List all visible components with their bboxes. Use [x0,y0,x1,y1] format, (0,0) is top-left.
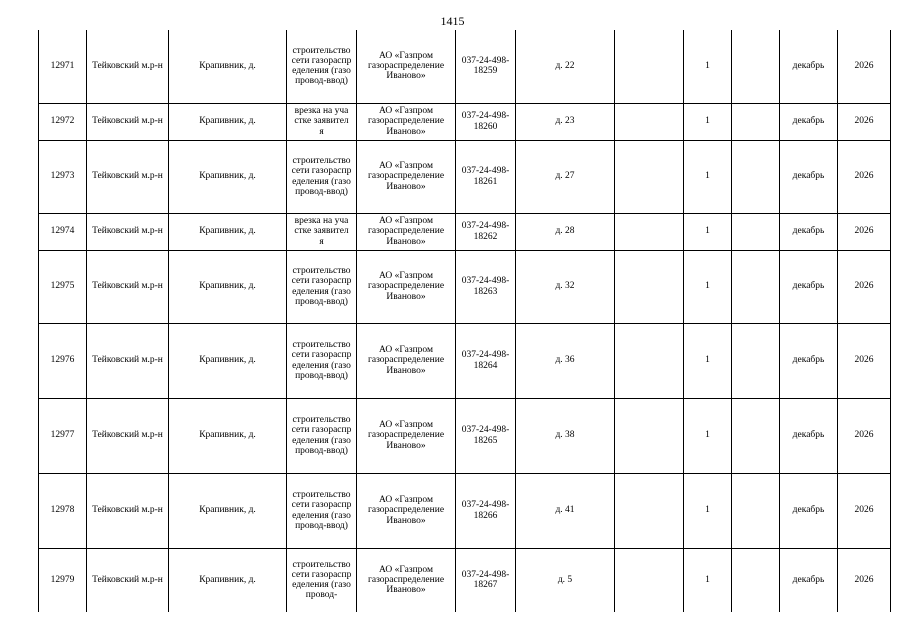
empty-cell [732,548,780,612]
quantity-cell: 1 [684,140,732,213]
district-cell: Тейковский м.р-н [87,398,169,473]
application-code-cell: 037-24-498-18263 [456,250,516,323]
row-number: 12973 [39,140,87,213]
work-type-text: строительство сети газораспределения (газопровод-ввод) [291,45,352,87]
quantity-cell: 1 [684,548,732,612]
month-cell: декабрь [780,213,838,250]
year-cell: 2026 [838,103,891,140]
application-code-cell: 037-24-498-18266 [456,473,516,548]
locality-cell: Крапивник, д. [169,548,287,612]
year-cell: 2026 [838,548,891,612]
district-cell: Тейковский м.р-н [87,140,169,213]
gasification-schedule-table [38,30,891,612]
house-number-cell: д. 5 [516,548,615,612]
table-row [39,140,891,213]
application-code-cell: 037-24-498-18264 [456,323,516,398]
empty-cell [732,30,780,103]
work-type-cell [287,398,357,473]
locality-cell: Крапивник, д. [169,30,287,103]
row-number: 12979 [39,548,87,612]
locality-cell: Крапивник, д. [169,103,287,140]
district-cell: Тейковский м.р-н [87,250,169,323]
month-cell: декабрь [780,473,838,548]
application-code-cell: 037-24-498-18261 [456,140,516,213]
house-number-cell: д. 27 [516,140,615,213]
house-number-cell: д. 38 [516,398,615,473]
row-number: 12975 [39,250,87,323]
application-code-cell: 037-24-498-18267 [456,548,516,612]
organization-cell: АО «Газпром газораспределение Иваново» [357,213,456,250]
organization-cell: АО «Газпром газораспределение Иваново» [357,323,456,398]
application-code-cell: 037-24-498-18259 [456,30,516,103]
house-number-cell: д. 23 [516,103,615,140]
year-cell: 2026 [838,398,891,473]
table-row [39,323,891,398]
house-number-cell: д. 41 [516,473,615,548]
empty-cell [732,398,780,473]
month-cell: декабрь [780,548,838,612]
table-row [39,398,891,473]
empty-cell [615,398,684,473]
month-cell: декабрь [780,103,838,140]
year-cell: 2026 [838,30,891,103]
empty-cell [615,250,684,323]
work-type-text: строительство сети газораспределения (газопровод-ввод) [291,266,352,307]
row-number: 12976 [39,323,87,398]
application-code-cell: 037-24-498-18262 [456,213,516,250]
work-type-cell [287,140,357,213]
quantity-cell: 1 [684,323,732,398]
work-type-cell [287,250,357,323]
district-cell: Тейковский м.р-н [87,213,169,250]
empty-cell [615,473,684,548]
work-type-cell [287,323,357,398]
empty-cell [615,213,684,250]
table-row [39,213,891,250]
work-type-text: строительство сети газораспределения (газопровод-ввод) [291,156,352,197]
empty-cell [615,140,684,213]
organization-cell: АО «Газпром газораспределение Иваново» [357,250,456,323]
year-cell: 2026 [838,473,891,548]
empty-cell [615,548,684,612]
empty-cell [615,30,684,103]
quantity-cell: 1 [684,398,732,473]
empty-cell [732,213,780,250]
work-type-text: врезка на участке заявителя [294,216,349,247]
application-code-cell: 037-24-498-18260 [456,103,516,140]
quantity-cell: 1 [684,250,732,323]
work-type-text: строительство сети газораспределения (газопровод-ввод) [291,340,352,381]
quantity-cell: 1 [684,30,732,103]
row-number: 12974 [39,213,87,250]
row-number: 12972 [39,103,87,140]
district-cell: Тейковский м.р-н [87,548,169,612]
month-cell: декабрь [780,30,838,103]
work-type-cell [287,30,357,103]
locality-cell: Крапивник, д. [169,323,287,398]
organization-cell: АО «Газпром газораспределение Иваново» [357,103,456,140]
work-type-cell [287,473,357,548]
empty-cell [732,473,780,548]
house-number-cell: д. 22 [516,30,615,103]
locality-cell: Крапивник, д. [169,473,287,548]
house-number-cell: д. 36 [516,323,615,398]
month-cell: декабрь [780,250,838,323]
organization-cell: АО «Газпром газораспределение Иваново» [357,473,456,548]
row-number: 12977 [39,398,87,473]
table-row [39,103,891,140]
house-number-cell: д. 28 [516,213,615,250]
row-number: 12978 [39,473,87,548]
organization-cell: АО «Газпром газораспределение Иваново» [357,140,456,213]
empty-cell [732,323,780,398]
district-cell: Тейковский м.р-н [87,473,169,548]
locality-cell: Крапивник, д. [169,398,287,473]
empty-cell [732,103,780,140]
page-number: 1415 [440,14,465,28]
quantity-cell: 1 [684,473,732,548]
organization-cell: АО «Газпром газораспределение Иваново» [357,30,456,103]
empty-cell [615,323,684,398]
house-number-cell: д. 32 [516,250,615,323]
table-row [39,548,891,612]
year-cell: 2026 [838,140,891,213]
empty-cell [732,250,780,323]
year-cell: 2026 [838,213,891,250]
table-row [39,473,891,548]
locality-cell: Крапивник, д. [169,250,287,323]
district-cell: Тейковский м.р-н [87,30,169,103]
organization-cell: АО «Газпром газораспределение Иваново» [357,548,456,612]
year-cell: 2026 [838,323,891,398]
organization-cell: АО «Газпром газораспределение Иваново» [357,398,456,473]
year-cell: 2026 [838,250,891,323]
work-type-text: врезка на участке заявителя [294,106,349,137]
application-code-cell: 037-24-498-18265 [456,398,516,473]
month-cell: декабрь [780,398,838,473]
table-row [39,30,891,103]
district-cell: Тейковский м.р-н [87,323,169,398]
month-cell: декабрь [780,140,838,213]
work-type-text: строительство сети газораспределения (газопровод-ввод) [291,415,352,456]
row-number: 12971 [39,30,87,103]
district-cell: Тейковский м.р-н [87,103,169,140]
table-row [39,250,891,323]
locality-cell: Крапивник, д. [169,140,287,213]
work-type-cell [287,213,357,250]
quantity-cell: 1 [684,213,732,250]
locality-cell: Крапивник, д. [169,213,287,250]
work-type-text: строительство сети газораспределения (газопровод-ввод) [291,490,352,531]
empty-cell [615,103,684,140]
quantity-cell: 1 [684,103,732,140]
month-cell: декабрь [780,323,838,398]
empty-cell [732,140,780,213]
work-type-cell [287,103,357,140]
work-type-cell [287,548,357,612]
work-type-text: строительство сети газораспределения (газопровод- [291,559,352,601]
